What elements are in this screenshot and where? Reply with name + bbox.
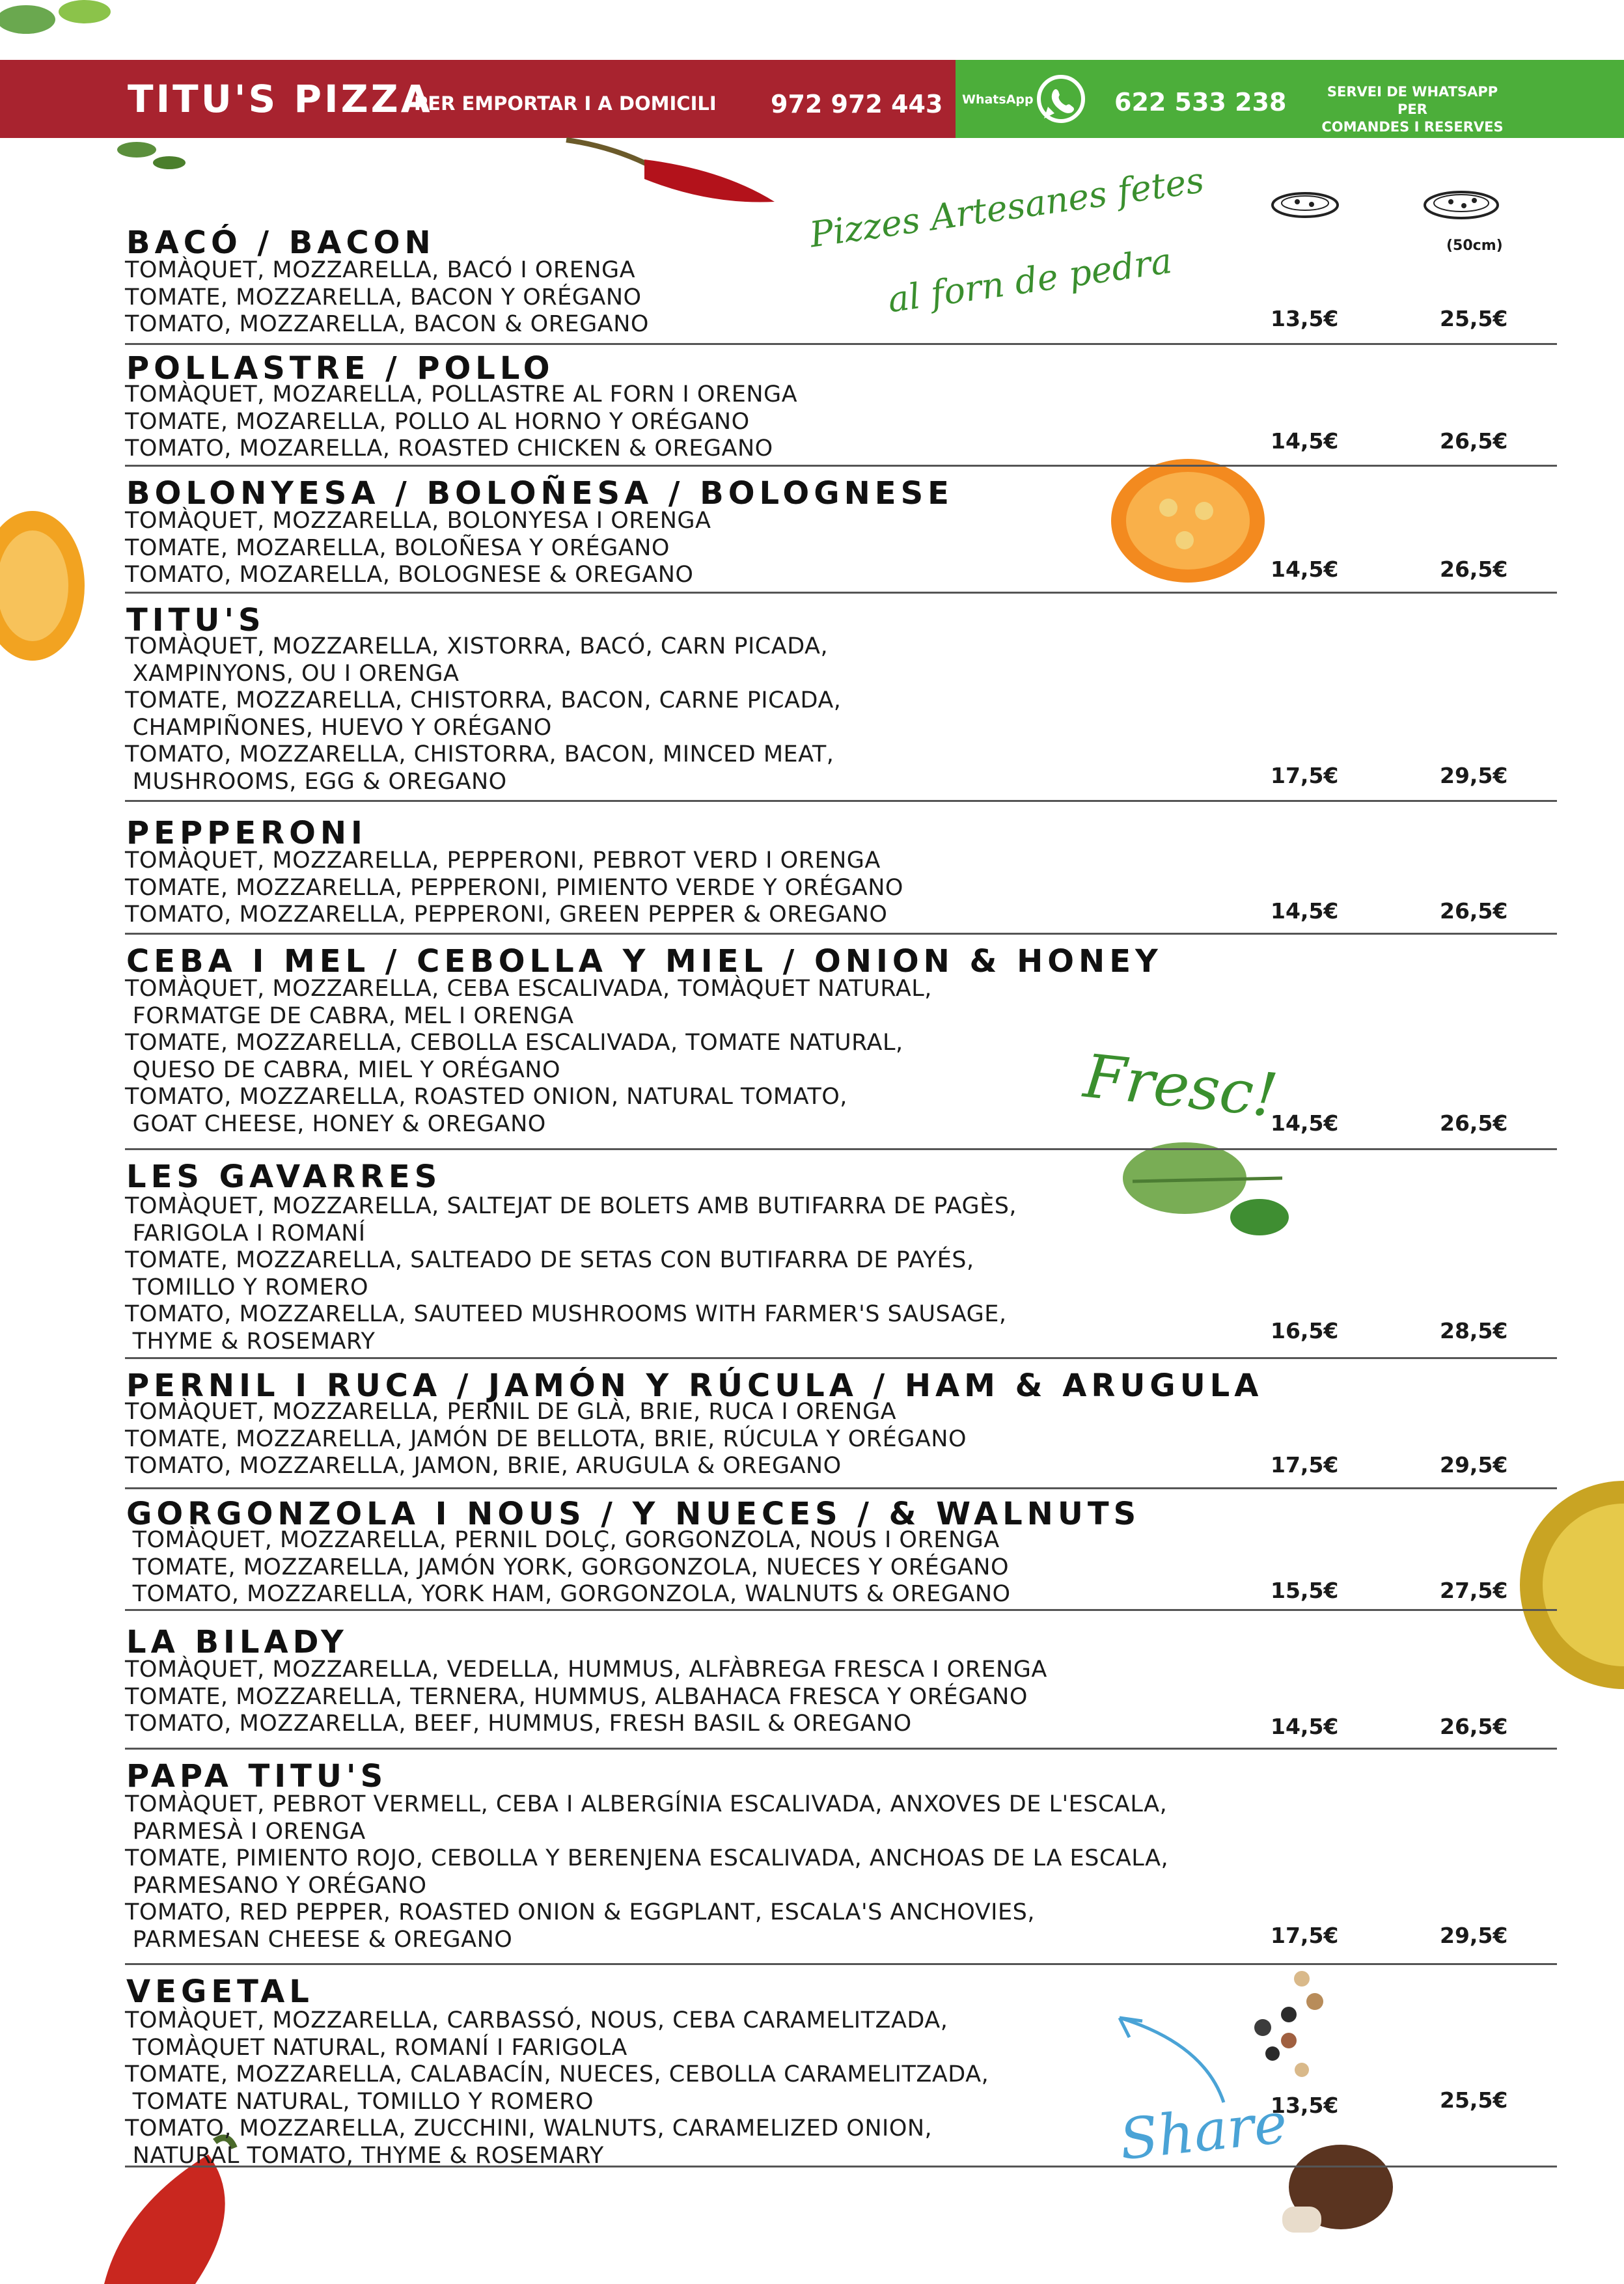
menu-item	[125, 592, 1557, 802]
ingredient-line: TOMATE, MOZARELLA, BOLOÑESA Y ORÉGANO	[125, 534, 670, 561]
whatsapp-note-line: SERVEI DE WHATSAPP PER	[1327, 84, 1498, 117]
menu-item	[125, 1358, 1557, 1489]
ingredient-line: TOMATO, MOZZARELLA, YORK HAM, GORGONZOLA, WALNUTS & OREGANO	[125, 1581, 1011, 1607]
ingredient-line: TOMATE, MOZZARELLA, BACON Y ORÉGANO	[125, 284, 642, 310]
price-small: 14,5€	[1271, 428, 1339, 454]
whatsapp-service-note	[1315, 83, 1510, 136]
ingredient-line: MUSHROOMS, EGG & OREGANO	[125, 768, 507, 795]
ingredient-line: TOMATE, MOZZARELLA, JAMÓN DE BELLOTA, BRIE, RÚCULA Y ORÉGANO	[125, 1425, 967, 1452]
menu-item	[125, 1488, 1557, 1611]
ingredient-line: TOMATO, MOZARELLA, BOLOGNESE & OREGANO	[125, 562, 694, 588]
price-large: 26,5€	[1440, 428, 1508, 454]
ingredient-line: TOMÀQUET, MOZZARELLA, BACÓ I ORENGA	[125, 257, 636, 283]
price-large: 28,5€	[1440, 1318, 1508, 1343]
ingredient-line: TOMÀQUET, MOZZARELLA, BOLONYESA I ORENGA	[125, 508, 711, 534]
menu-item	[125, 933, 1557, 1150]
pizza-ingredients	[125, 1399, 967, 1480]
herb-sprig-decoration	[98, 130, 208, 182]
pizza-ingredients	[125, 2007, 989, 2169]
pizza-name: PERNIL I RUCA / JAMÓN Y RÚCULA / HAM & ARUGULA	[126, 1368, 1263, 1404]
price-large: 26,5€	[1440, 557, 1508, 582]
ingredient-line: TOMÀQUET, MOZARELLA, POLLASTRE AL FORN I ORENGA	[125, 381, 798, 407]
ingredient-line: NATURAL TOMATO, THYME & ROSEMARY	[125, 2142, 604, 2169]
whatsapp-phone-number[interactable]: 622 533 238	[1114, 88, 1287, 117]
menu-item	[125, 1964, 1557, 2167]
menu-item	[125, 465, 1557, 594]
price-small: 14,5€	[1271, 1110, 1339, 1136]
ingredient-line: THYME & ROSEMARY	[125, 1328, 376, 1355]
pizza-ingredients	[125, 257, 649, 338]
ingredient-line: TOMATE, MOZZARELLA, TERNERA, HUMMUS, ALBAHACA FRESCA Y ORÉGANO	[125, 1683, 1028, 1710]
pizza-name: POLLASTRE / POLLO	[126, 350, 555, 387]
herb-leaves-decoration	[0, 0, 130, 65]
price-small: 15,5€	[1271, 1578, 1339, 1603]
ingredient-line: PARMESÀ I ORENGA	[125, 1818, 366, 1845]
ingredient-line: PARMESAN CHEESE & OREGANO	[125, 1926, 513, 1953]
price-small: 17,5€	[1271, 1452, 1339, 1478]
ingredient-line: GOAT CHEESE, HONEY & OREGANO	[125, 1110, 546, 1137]
ingredient-line: TOMATO, RED PEPPER, ROASTED ONION & EGGPLANT, ESCALA'S ANCHOVIES,	[125, 1899, 1035, 1925]
pizza-name: PAPA TITU'S	[126, 1758, 388, 1795]
ingredient-line: TOMATO, MOZARELLA, ROASTED CHICKEN & OREGANO	[125, 435, 773, 461]
ingredient-line: TOMATE, MOZZARELLA, CHISTORRA, BACON, CARNE PICADA,	[125, 687, 842, 713]
small-pizza-icon	[1266, 189, 1344, 221]
price-large: 29,5€	[1440, 1923, 1508, 1948]
pizza-name: LA BILADY	[126, 1624, 348, 1660]
fresc-script: Fresc!	[1080, 1041, 1281, 1131]
price-small: 14,5€	[1271, 557, 1339, 582]
ingredient-line: TOMÀQUET, MOZZARELLA, VEDELLA, HUMMUS, ALFÀBREGA FRESCA I ORENGA	[125, 1657, 1047, 1683]
ingredient-line: XAMPINYONS, OU I ORENGA	[125, 660, 460, 687]
ingredient-line: TOMÀQUET, MOZZARELLA, XISTORRA, BACÓ, CARN PICADA,	[125, 633, 829, 659]
ingredient-line: TOMATE, MOZZARELLA, JAMÓN YORK, GORGONZOLA, NUECES Y ORÉGANO	[125, 1554, 1009, 1580]
ingredient-line: TOMATE, MOZZARELLA, CEBOLLA ESCALIVADA, TOMATE NATURAL,	[125, 1030, 903, 1056]
menu-item	[125, 801, 1557, 935]
pizza-ingredients	[125, 381, 797, 463]
chili-pepper-decoration	[560, 133, 781, 212]
ingredient-line: TOMATO, MOZZARELLA, CHISTORRA, BACON, MINCED MEAT,	[125, 741, 834, 767]
pizza-ingredients	[125, 1527, 1011, 1608]
ingredient-line: TOMATE, MOZZARELLA, SALTEADO DE SETAS CON BUTIFARRA DE PAYÉS,	[125, 1247, 974, 1273]
whatsapp-note-line: COMANDES I RESERVES	[1321, 119, 1504, 135]
ingredient-line: TOMATO, MOZZARELLA, ZUCCHINI, WALNUTS, CARAMELIZED ONION,	[125, 2115, 933, 2141]
ingredient-line: TOMÀQUET, MOZZARELLA, CEBA ESCALIVADA, TOMÀQUET NATURAL,	[125, 976, 932, 1002]
menu-item	[125, 344, 1557, 467]
pizza-name: CEBA I MEL / CEBOLLA Y MIEL / ONION & HONEY	[126, 943, 1163, 980]
pizza-ingredients	[125, 976, 932, 1138]
ingredient-line: TOMATE NATURAL, TOMILLO Y ROMERO	[125, 2088, 594, 2115]
price-small: 13,5€	[1271, 2093, 1339, 2118]
pizza-name: PEPPERONI	[126, 815, 367, 851]
ingredient-line: TOMÀQUET, MOZZARELLA, PERNIL DE GLÀ, BRIE, RUCA I ORENGA	[125, 1399, 897, 1425]
price-large: 26,5€	[1440, 898, 1508, 924]
ingredient-line: TOMATE, PIMIENTO ROJO, CEBOLLA Y BERENJENA ESCALIVADA, ANCHOAS DE LA ESCALA,	[125, 1845, 1169, 1871]
ingredient-line: TOMÀQUET, MOZZARELLA, SALTEJAT DE BOLETS AMB BUTIFARRA DE PAGÈS,	[125, 1193, 1017, 1219]
artisan-script-line: Pizzes Artesanes fetes	[807, 159, 1207, 256]
price-large: 27,5€	[1440, 1578, 1508, 1603]
price-large: 25,5€	[1440, 306, 1508, 331]
pizza-ingredients	[125, 1193, 1017, 1355]
pizza-ingredients	[125, 508, 711, 589]
ingredient-line: TOMATO, MOZZARELLA, BEEF, HUMMUS, FRESH BASIL & OREGANO	[125, 1711, 912, 1737]
tomato-half-decoration	[0, 508, 91, 677]
ingredient-line: TOMATO, MOZZARELLA, SAUTEED MUSHROOMS WITH FARMER'S SAUSAGE,	[125, 1301, 1007, 1327]
ingredient-line: TOMATE, MOZZARELLA, PEPPERONI, PIMIENTO VERDE Y ORÉGANO	[125, 874, 903, 901]
ingredient-line: TOMÀQUET NATURAL, ROMANÍ I FARIGOLA	[125, 2034, 627, 2061]
price-large: 26,5€	[1440, 1110, 1508, 1136]
pizza-ingredients	[125, 1657, 1047, 1738]
pizza-ingredients	[125, 633, 841, 795]
ingredient-line: QUESO DE CABRA, MIEL Y ORÉGANO	[125, 1056, 561, 1083]
ingredient-line: TOMÀQUET, MOZZARELLA, CARBASSÓ, NOUS, CEBA CARAMELITZADA,	[125, 2007, 948, 2033]
pizza-ingredients	[125, 1791, 1168, 1953]
ingredient-line: TOMILLO Y ROMERO	[125, 1274, 369, 1300]
brand-logo: TITU'S PIZZA	[128, 77, 433, 121]
share-script: Share	[1116, 2090, 1291, 2173]
ingredient-line: TOMATO, MOZZARELLA, ROASTED ONION, NATURAL TOMATO,	[125, 1084, 847, 1110]
price-small: 14,5€	[1271, 1714, 1339, 1739]
ingredient-line: FORMATGE DE CABRA, MEL I ORENGA	[125, 1002, 574, 1029]
ingredient-line: TOMATO, MOZZARELLA, PEPPERONI, GREEN PEPPER & OREGANO	[125, 901, 888, 928]
tagline: PER EMPORTAR I A DOMICILI	[414, 92, 717, 115]
ingredient-line: TOMÀQUET, PEBROT VERMELL, CEBA I ALBERGÍNIA ESCALIVADA, ANXOVES DE L'ESCALA,	[125, 1791, 1168, 1817]
whatsapp-icon	[1035, 73, 1087, 125]
ingredient-line: PARMESANO Y ORÉGANO	[125, 1872, 427, 1899]
ingredient-line: TOMATO, MOZZARELLA, BACON & OREGANO	[125, 311, 649, 337]
large-pizza-icon	[1422, 189, 1500, 221]
price-small: 14,5€	[1271, 898, 1339, 924]
ingredient-line: FARIGOLA I ROMANÍ	[125, 1220, 366, 1246]
ingredient-line: TOMÀQUET, MOZZARELLA, PEPPERONI, PEBROT VERD I ORENGA	[125, 847, 881, 874]
ingredient-line: TOMATE, MOZARELLA, POLLO AL HORNO Y ORÉGANO	[125, 408, 750, 435]
artisan-script-line: al forn de pedra	[885, 240, 1175, 321]
pizza-name: TITU'S	[126, 602, 266, 639]
price-small: 17,5€	[1271, 763, 1339, 788]
ingredient-line: TOMATE, MOZZARELLA, CALABACÍN, NUECES, CEBOLLA CARAMELITZADA,	[125, 2061, 989, 2087]
pizza-name: BOLONYESA / BOLOÑESA / BOLOGNESE	[126, 475, 954, 512]
menu-item	[125, 1149, 1557, 1359]
menu-item	[125, 225, 1557, 345]
price-large: 25,5€	[1440, 2087, 1508, 2113]
price-large: 29,5€	[1440, 1452, 1508, 1478]
pizza-name: LES GAVARRES	[126, 1159, 442, 1195]
pizza-name: GORGONZOLA I NOUS / Y NUECES / & WALNUTS	[126, 1496, 1141, 1532]
large-size-label: (50cm)	[1446, 238, 1503, 254]
price-small: 13,5€	[1271, 306, 1339, 331]
price-small: 16,5€	[1271, 1318, 1339, 1343]
menu-item	[125, 1748, 1557, 1965]
price-large: 29,5€	[1440, 763, 1508, 788]
pizza-ingredients	[125, 847, 903, 929]
price-large: 26,5€	[1440, 1714, 1508, 1739]
pizza-name: VEGETAL	[126, 1974, 314, 2010]
price-small: 17,5€	[1271, 1923, 1339, 1948]
phone-number[interactable]: 972 972 443	[771, 90, 943, 118]
ingredient-line: CHAMPIÑONES, HUEVO Y ORÉGANO	[125, 714, 552, 741]
pizza-name: BACÓ / BACON	[126, 225, 435, 261]
whatsapp-label: WhatsApp	[962, 92, 1034, 107]
ingredient-line: TOMATO, MOZZARELLA, JAMON, BRIE, ARUGULA & OREGANO	[125, 1453, 842, 1479]
ingredient-line: TOMÀQUET, MOZZARELLA, PERNIL DOLÇ, GORGONZOLA, NOUS I ORENGA	[125, 1527, 1000, 1553]
menu-item	[125, 1610, 1557, 1750]
